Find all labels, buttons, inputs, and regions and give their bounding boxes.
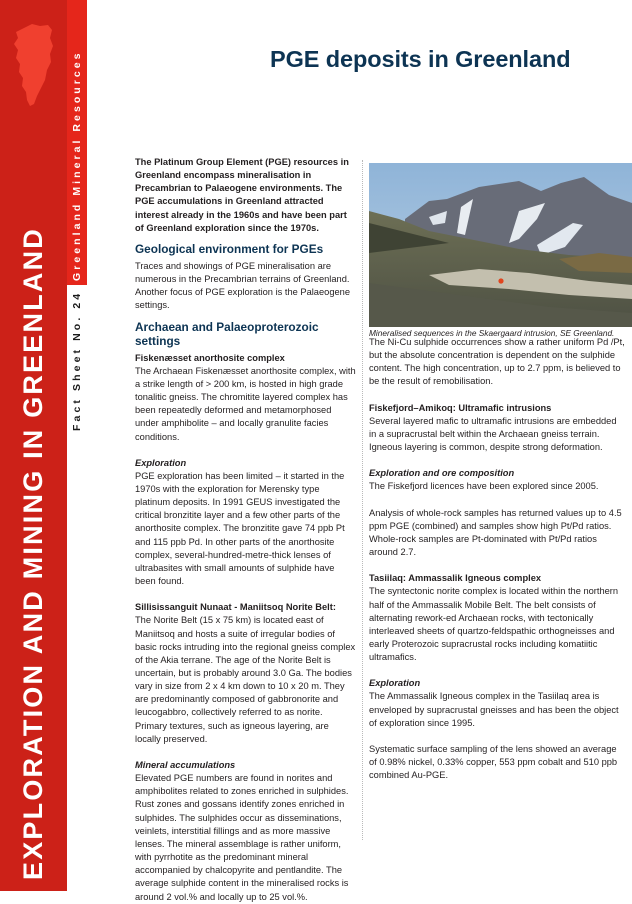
fact-sheet-number: Fact Sheet No. 24 — [71, 290, 83, 431]
ore-paragraph-1: The Fiskefjord licences have been explored since 2005. — [369, 481, 599, 492]
series-title: EXPLORATION AND MINING IN GREENLAND — [18, 226, 48, 880]
heading-exploration: Exploration — [135, 457, 187, 468]
heading-fiskefjord: Fiskefjord–Amikoq: Ultramafic intrusions — [369, 402, 552, 413]
heading-geological-environment: Geological environment for PGEs — [135, 241, 324, 256]
sidebar-band — [0, 0, 67, 891]
fiskenaesset-paragraph: The Archaean Fiskenæsset anorthosite complex, with a strike length of > 200 km, is hosted in high grade tonalitic gneiss. The chromitite layered complex has been repeatedly deformed and metamorphosed under amphibolite – and locally granulite facies conditions. — [135, 365, 356, 442]
heading-archaean-settings: Archaean and Palaeoproterozoic settings — [135, 319, 319, 348]
tasiilaq-exploration-paragraph-1: The Ammassalik Igneous complex in the Tasiilaq area is enveloped by supracrustal gneisses and has been the object of exploration since 1995. — [369, 691, 619, 728]
heading-tasiilaq: Tasiilaq: Ammassalik Igneous complex — [369, 573, 542, 584]
page-title: PGE deposits in Greenland — [270, 46, 571, 72]
tasiilaq-exploration-paragraph-2: Systematic surface sampling of the lens showed an average of 0.98% nickel, 0.33% copper, 553 ppm cobalt and 510 ppb combined Au-PGE. — [369, 743, 618, 781]
column-right — [369, 336, 625, 782]
fiskefjord-paragraph: Several layered mafic to ultramafic intrusions are embedded in a supracrustal belt within the Archaean gneiss terrain. Igneous layering is common, despite strong deformation. — [369, 415, 617, 453]
mountain-landscape-photo — [369, 163, 632, 327]
exploration-paragraph: PGE exploration has been limited – it started in the 1970s with the exploration for Merensky type platinum deposits. In 1991 GEUS investigated the critical bronzitite layer and a few other parts of the anorthosite complex. The bronzitite gave 74 ppb Pt and 115 ppb Pd. In other parts of the anorthosite complex, several-hundred-metre-thick lenses of ultrabasites with small amounts of sulphide have been found. — [135, 470, 345, 587]
photo-caption: Mineralised sequences in the Skaergaard intrusion, SE Greenland. — [369, 328, 615, 338]
ore-paragraph-2: Analysis of whole-rock samples has returned values up to 4.5 ppm PGE (combined) and samples show high Pt/Pd ratios. Whole-rock samples are Pt-dominated with Pt/Pd ratios around 2.7. — [369, 507, 622, 558]
greenland-map-icon — [10, 22, 54, 108]
column-left — [135, 156, 357, 904]
heading-exploration-ore: Exploration and ore composition — [369, 468, 515, 479]
heading-fiskenaesset: Fiskenæsset anorthosite complex — [135, 352, 285, 363]
intro-paragraph: The Platinum Group Element (PGE) resources in Greenland encompass mineralisation in Precambrian to Palaeogene environments. The PGE accumulations in Greenland attracted interest already in the 1960s and have been part of Greenland exploration since the 1970s. — [135, 157, 349, 233]
nicu-paragraph: The Ni-Cu sulphide occurrences show a rather uniform Pd /Pt, but the absolute concentration is dependent on the sulphide content. The high concentration, up to 2.7 ppm, is believed to be the result of remobilisation. — [369, 337, 625, 387]
heading-exploration-tasiilaq: Exploration — [369, 678, 421, 689]
geo-paragraph: Traces and showings of PGE mineralisation are numerous in the Precambrian terrains of Greenland. Another focus of PGE exploration is the Palaeogene settings. — [135, 260, 350, 311]
norite-paragraph: The Norite Belt (15 x 75 km) is located east of Maniitsoq and hosts a suite of irregular bodies of basic rocks intruding into the regional gneiss complex of the Akia terrane. The age of the Norite Belt is uncertain, but is probably around 3.0 Ga. The bodies vary in size from 2 x 4 km down to 10 x 20 m. They are predominantly composed of gabbronorite and leucogabbro, collectively referred to as norite. Primary textures, such as igneous layering, are locally preserved. — [135, 615, 356, 744]
heading-mineral-accumulations: Mineral accumulations — [135, 759, 236, 770]
publisher-label: Greenland Mineral Resources — [71, 50, 83, 281]
mineral-paragraph: Elevated PGE numbers are found in norites and amphibolites related to zones enriched in sulphides. Rust zones and gossans identify zones enriched in sulphides. The sulphides occur as disseminations, veinlets, interstitial fillings and as more massive lenses. The mineral assemblage is rather uniform, with pyrrhotite as the predominant mineral accompanied by chalcopyrite and pentlandite. The average sulphide content in the mineralised rocks is around 2 vol.% and locally up to 25 vol.%. — [135, 773, 349, 902]
tasiilaq-paragraph: The syntectonic norite complex is located within the northern half of the Ammassalik Mobile Belt. The belt consists of alternating rework-ed Archaean rocks, with tectonically interleaved sheets of quartzo-feldspathic orthogneisses and early Proterozoic supracrustal rocks including komatiitic ultramafics. — [369, 586, 619, 663]
heading-norite-belt: Sillisissanguit Nunaat - Maniitsoq Norite Belt: — [135, 602, 336, 613]
column-divider — [362, 160, 363, 840]
